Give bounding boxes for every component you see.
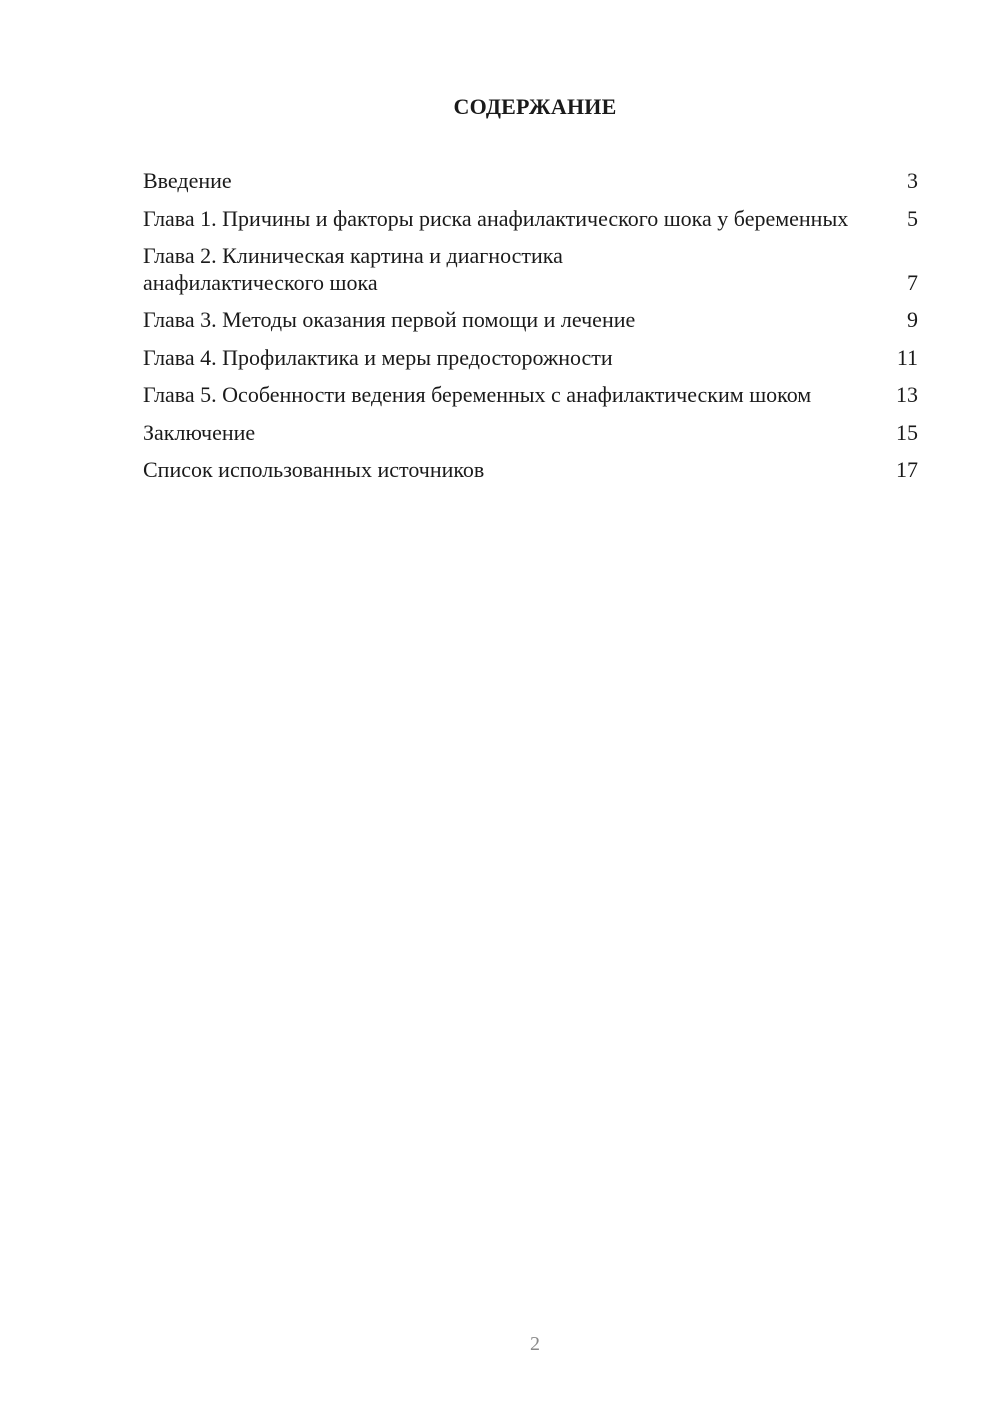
toc-entry-chapter-1 — [143, 206, 918, 233]
toc-entry-title: Глава 2. Клиническая картина и диагностика анафилактического шока — [143, 243, 563, 295]
toc-entry-introduction — [143, 168, 918, 195]
toc-entry-page: 11 — [896, 344, 918, 370]
toc-entry-chapter-5 — [143, 382, 918, 409]
toc-entry-chapter-3 — [143, 307, 918, 334]
table-of-contents — [143, 168, 918, 495]
toc-entry-page: 9 — [907, 307, 918, 332]
toc-entry-title: Глава 5. Особенности ведения беременных с анафилактическим шоком — [143, 382, 812, 407]
toc-entry-page: 15 — [896, 419, 918, 445]
toc-entry-title: Глава 1. Причины и факторы риска анафилактического шока у беременных — [143, 205, 849, 231]
toc-entry-title: Глава 3. Методы оказания первой помощи и лечение — [143, 307, 636, 332]
toc-entry-page: 13 — [896, 382, 918, 407]
toc-entry-chapter-2 — [143, 243, 918, 296]
toc-entry-title: Список использованных источников — [143, 457, 485, 482]
toc-entry-title: Заключение — [143, 419, 256, 445]
toc-entry-title: Глава 4. Профилактика и меры предосторожности — [143, 344, 613, 370]
toc-entry-page: 5 — [907, 205, 918, 231]
toc-entry-chapter-4 — [143, 345, 918, 372]
toc-entry-references — [143, 457, 918, 484]
toc-entry-page: 3 — [907, 168, 918, 193]
page-title: СОДЕРЖАНИЕ — [453, 94, 617, 119]
page-number: 2 — [530, 1333, 540, 1355]
toc-entry-page: 7 — [907, 269, 918, 295]
toc-entry-title: Введение — [143, 168, 232, 193]
toc-entry-page: 17 — [896, 457, 918, 482]
toc-entry-conclusion — [143, 420, 918, 447]
